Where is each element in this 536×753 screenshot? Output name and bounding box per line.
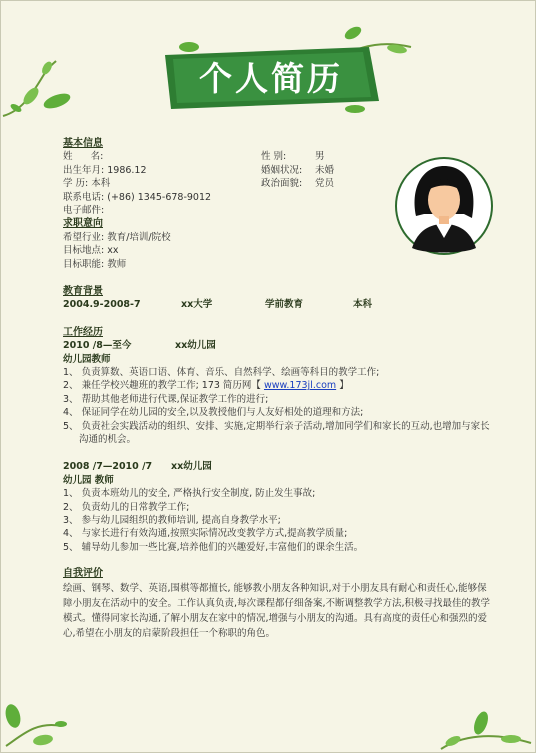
job2-org: xx幼儿园 [171, 461, 212, 473]
edu-label: 学 历: [63, 178, 89, 190]
self-eval-heading: 自我评价 [63, 568, 103, 580]
industry-row [63, 231, 493, 244]
edu-value: 本科 [91, 178, 111, 190]
location-value: xx [107, 245, 119, 257]
job2-duty-3: 3、 参与幼儿园组织的教师培训, 提高自身教学水平; [63, 514, 281, 526]
marital-label: 婚姻状况: [261, 164, 303, 176]
birth-label: 出生年月: [63, 164, 105, 176]
self-eval-text: 绘画、钢琴、数学、英语,围棋等都擅长, 能够教小朋友各种知识,对于小朋友具有耐心和责任心,能够保障小朋友在活动中的安全。工作认真负责,每次课程都仔细备案,不断调整教学方法,积极寻找最佳的教学模式。懂得同家长沟通,了解小朋友在家中的情况,增强与小朋友的沟通。具有高度的责任心和强烈的爱心,希望在小朋友的启蒙阶段担任一个称职的角色。 [63, 582, 491, 639]
job1-duty-3: 3、 帮助其他老师进行代课,保证教学工作的进行; [63, 393, 269, 405]
basic-info-heading: 基本信息 [63, 138, 103, 149]
position-label: 目标职能: [63, 258, 105, 270]
edu-major: 学前教育 [265, 299, 304, 311]
edu-school: xx大学 [181, 299, 213, 311]
edu-degree: 本科 [353, 299, 373, 311]
phone-row [63, 191, 493, 204]
job1-duty-4: 4、 保证同学在幼儿园的安全,以及教授他们与人友好相处的道理和方法; [63, 407, 364, 419]
position-row [63, 258, 493, 271]
gender-label: 性 别: [261, 151, 287, 163]
education-row [63, 298, 493, 311]
gender-value: 男 [315, 151, 325, 163]
job1-duty-1: 1、 负责算数、英语口语、体育、音乐、自然科学、绘画等科目的教学工作; [63, 366, 380, 378]
job2-duty-2: 2、 负责幼儿的日常教学工作; [63, 501, 190, 513]
birth-row [63, 164, 493, 177]
job2-period: 2008 /7—2010 /7 [63, 461, 153, 473]
job1-role: 幼儿园教师 [63, 353, 111, 365]
position-value: 教师 [107, 258, 127, 270]
marital-value: 未婚 [315, 164, 335, 176]
edu-period: 2004.9-2008-7 [63, 299, 141, 311]
vine-decoration-icon [1, 696, 81, 752]
vine-decoration-icon [431, 701, 535, 751]
vine-decoration-icon [1, 56, 81, 126]
phone-value: (+86) 1345-678-9012 [107, 191, 212, 203]
politics-label: 政治面貌: [261, 178, 303, 190]
industry-label: 希望行业: [63, 231, 105, 243]
resume-content [63, 137, 493, 641]
email-label: 电子邮件: [63, 204, 105, 216]
location-label: 目标地点: [63, 245, 105, 257]
education-heading: 教育背景 [63, 285, 103, 297]
job2-role: 幼儿园 教师 [63, 474, 114, 486]
resume-site-link[interactable]: www.173jl.com [263, 380, 337, 392]
politics-value: 党员 [315, 178, 335, 190]
job1-duty-2-suffix: 】 [339, 380, 349, 392]
work-heading: 工作经历 [63, 326, 103, 338]
intent-heading: 求职意向 [63, 218, 103, 230]
location-row [63, 244, 493, 257]
job1-org: xx幼儿园 [175, 340, 216, 352]
email-row [63, 204, 493, 217]
job2-duty-5: 5、 辅导幼儿参加一些比赛,培养他们的兴趣爱好,丰富他们的课余生活。 [63, 541, 364, 553]
job1-duty-2-text: 2、 兼任学校兴趣班的教学工作; 173 简历网【 [63, 380, 261, 392]
job1-duty-2 [63, 379, 493, 392]
job2-header [63, 460, 493, 473]
job1-duty-5: 5、 负责社会实践活动的组织、安排、实施,定期举行亲子活动,增加同学们和家长的互动,也增加与家长沟通的机会。 [63, 420, 490, 445]
job1-period: 2010 /8—至今 [63, 340, 132, 352]
page-title: 个人简历 [199, 59, 343, 98]
job1-header [63, 339, 493, 352]
name-row [63, 150, 493, 163]
edu-row [63, 177, 493, 190]
phone-label: 联系电话: [63, 191, 105, 203]
birth-value: 1986.12 [107, 164, 147, 176]
job2-duty-4: 4、 与家长进行有效沟通,按照实际情况改变教学方式,提高教学质量; [63, 528, 348, 540]
name-label: 姓 名: [63, 151, 104, 163]
job2-duty-1: 1、 负责本班幼儿的安全, 严格执行安全制度, 防止发生事故; [63, 488, 316, 500]
industry-value: 教育/培训/院校 [107, 231, 171, 243]
